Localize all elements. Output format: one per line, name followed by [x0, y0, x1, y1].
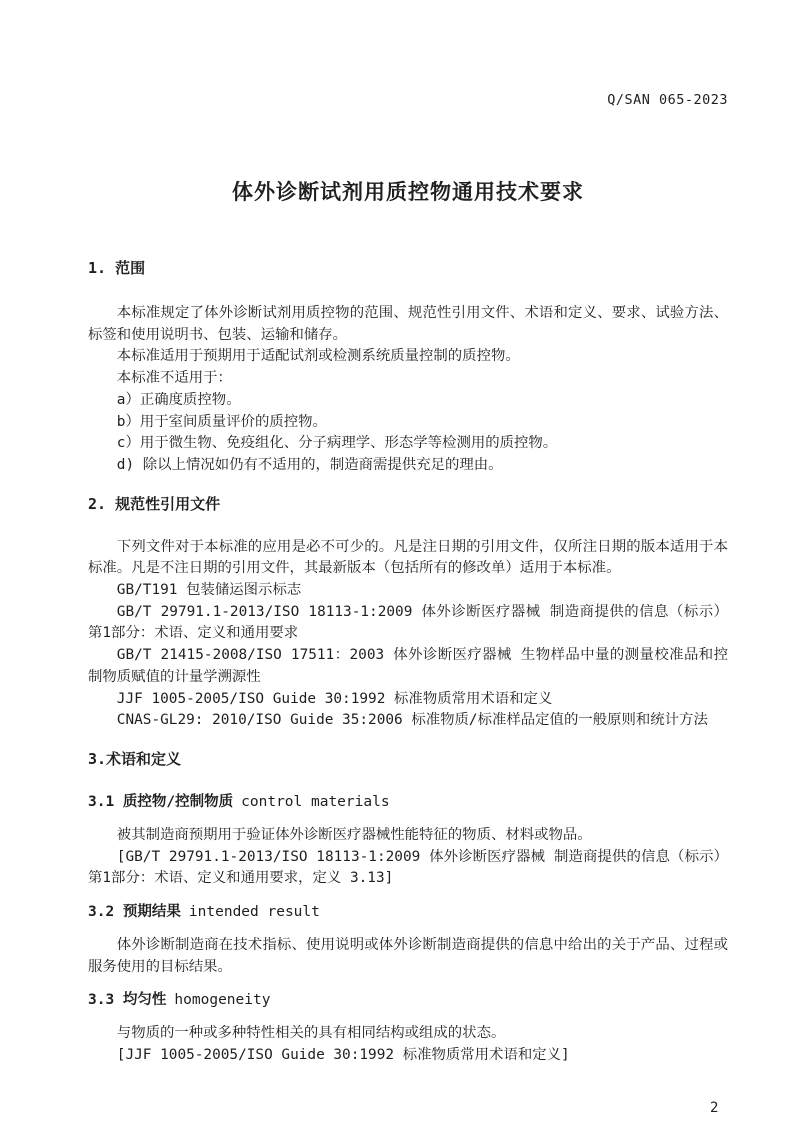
- list-item-a: a）正确度质控物。: [116, 391, 241, 408]
- section-terms-definitions: [88, 749, 728, 1067]
- section-normative-references: [88, 494, 728, 732]
- paragraph: 本标准不适用于：: [116, 370, 232, 387]
- standard-code: Q/SAN 065-2023: [607, 92, 728, 108]
- section-3-heading: 3.术语和定义: [88, 749, 182, 768]
- section-1-heading: 1. 范围: [88, 259, 146, 277]
- list-item-c: c）用于微生物、免疫组化、分子病理学、形态学等检测用的质控物。: [116, 435, 558, 452]
- list-item-b: b）用于室间质量评价的质控物。: [116, 413, 327, 430]
- term-source: [GB/T 29791.1-2013/ISO 18113-1:2009 体外诊断医疗器械 制造商提供的信息（标示）第1部分：术语、定义和通用要求，定义 3.13]: [88, 848, 728, 887]
- term-en-label: intended result: [188, 904, 320, 921]
- term-zh-label: 3.2 预期结果: [88, 904, 181, 921]
- reference-item: GB/T 29791.1-2013/ISO 18113-1:2009 体外诊断医疗器械 制造商提供的信息（标示）第1部分：术语、定义和通用要求: [88, 603, 728, 642]
- paragraph: 本标准规定了体外诊断试剂用质控物的范围、规范性引用文件、术语和定义、要求、试验方法、标签和使用说明书、包装、运输和储存。: [88, 305, 728, 343]
- term-3-1-heading: [88, 792, 728, 813]
- reference-item: GB/T191 包装储运图示标志: [116, 582, 302, 599]
- term-en-label: homogeneity: [174, 992, 271, 1009]
- page-number: 2: [710, 1100, 719, 1116]
- reference-item: JJF 1005-2005/ISO Guide 30:1992 标准物质常用术语和定义: [116, 690, 553, 707]
- list-item-d: d) 除以上情况如仍有不适用的，制造商需提供充足的理由。: [116, 456, 503, 473]
- term-3-3-heading: [88, 990, 728, 1011]
- section-scope: [88, 258, 728, 477]
- term-zh-label: 3.3 均匀性: [88, 992, 167, 1009]
- term-3-2-heading: [88, 902, 728, 923]
- term-zh-label: 3.1 质控物/控制物质: [88, 793, 234, 810]
- paragraph: 下列文件对于本标准的应用是必不可少的。凡是注日期的引用文件，仅所注日期的版本适用于本标准。凡是不注日期的引用文件，其最新版本（包括所有的修改单）适用于本标准。: [88, 538, 728, 577]
- section-2-heading: 2. 规范性引用文件: [88, 494, 221, 513]
- document-title: 体外诊断试剂用质控物通用技术要求: [232, 180, 584, 204]
- reference-item: GB/T 21415-2008/ISO 17511：2003 体外诊断医疗器械 生物样品中量的测量校准品和控制物质赋值的计量学溯源性: [88, 647, 728, 685]
- term-definition: 被其制造商预期用于验证体外诊断医疗器械性能特征的物质、材料或物品。: [116, 826, 592, 843]
- term-source: [JJF 1005-2005/ISO Guide 30:1992 标准物质常用术语和定义]: [116, 1047, 570, 1064]
- reference-item: CNAS-GL29: 2010/ISO Guide 35:2006 标准物质/标准样品定值的一般原则和统计方法: [116, 712, 708, 729]
- paragraph: 本标准适用于预期用于适配试剂或检测系统质量控制的质控物。: [116, 348, 520, 365]
- term-en-label: control materials: [241, 793, 390, 810]
- term-definition: 与物质的一种或多种特性相关的具有相同结构或组成的状态。: [116, 1025, 506, 1042]
- term-definition: 体外诊断制造商在技术指标、使用说明或体外诊断制造商提供的信息中给出的关于产品、过程或服务使用的目标结果。: [88, 937, 728, 975]
